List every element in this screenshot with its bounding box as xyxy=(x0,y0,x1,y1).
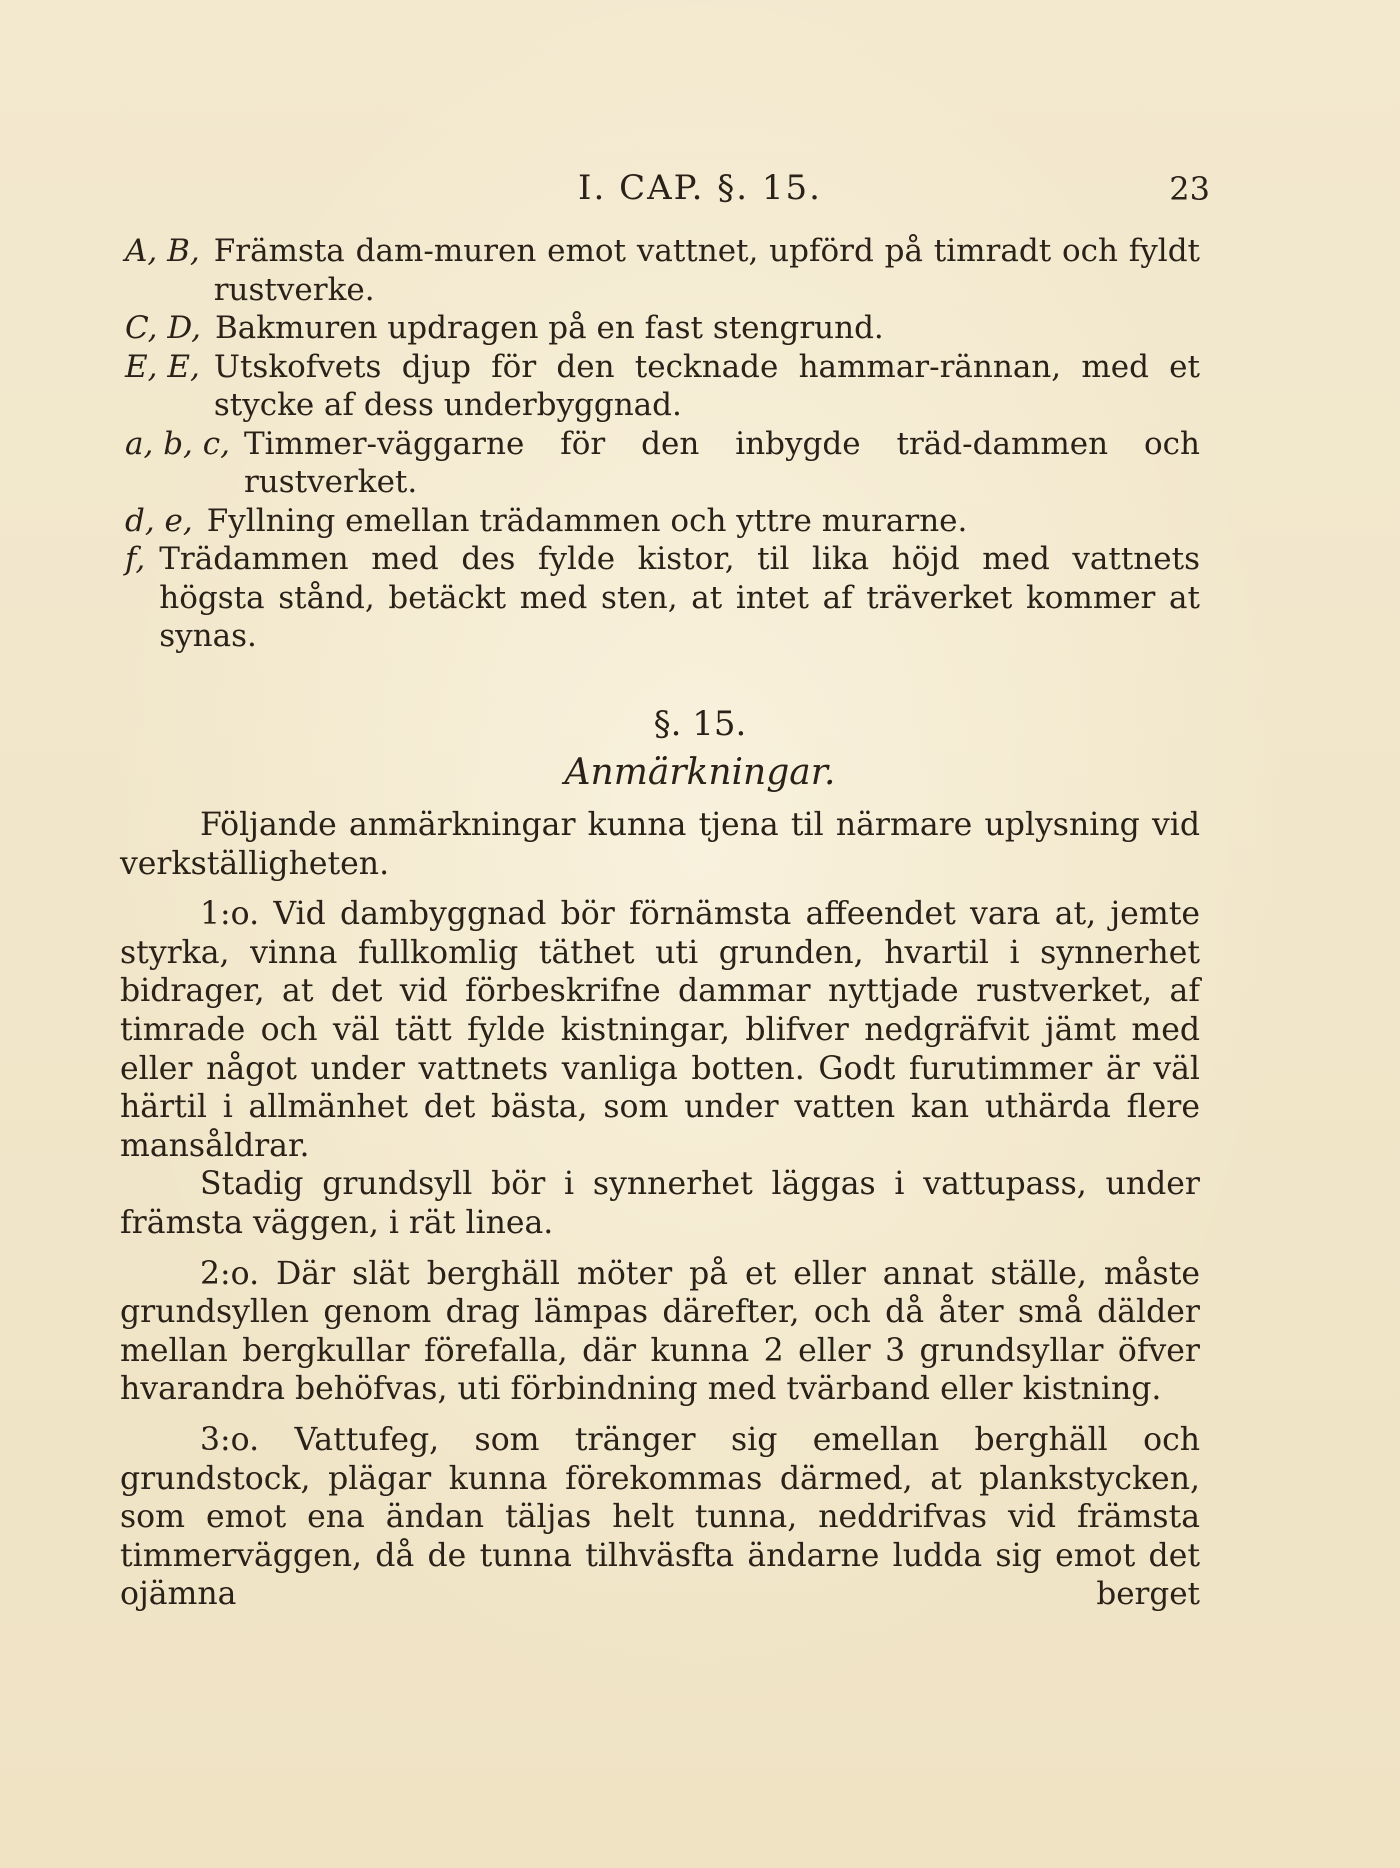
legend-entry xyxy=(125,348,1200,425)
paragraph: 2:o. Där slät berghäll möter på et eller annat ställe, måste grundsyllen genom drag lämpas därefter, och då åter små dälder mellan bergkullar förefalla, där kunna 2 eller 3 grundsyllar öfver hvarandra behöfvas, uti förbindning med tvärband eller kistning. xyxy=(120,1255,1200,1408)
legend-entry xyxy=(125,502,1200,541)
legend-text: Trädammen med des fylde kistor, til lika höjd med vattnets högsta stånd, betäckt med sten, at intet af träverket kommer at synas. xyxy=(159,541,1200,654)
legend-key: E, E, xyxy=(125,348,200,385)
paragraph: Följande anmärkningar kunna tjena til närmare uplysning vid verkställigheten. xyxy=(120,807,1200,882)
legend-key: f, xyxy=(125,541,146,577)
legend-entry xyxy=(125,425,1200,502)
legend-entry xyxy=(125,232,1200,309)
running-head: I. CAP. §. 15. xyxy=(578,168,822,208)
legend-key: A, B, xyxy=(125,233,200,269)
legend-key: a, b, c, xyxy=(125,425,230,462)
paragraph: 1:o. Vid dambyggnad bör förnämsta affeendet vara at, jemte styrka, vinna fullkomlig täthet uti grunden, hvartil i synnerhet bidrager, at det vid förbeskrifne dammar nyttjade rustverket, af timrade och väl tätt fylde kistningar, blifver nedgräfvit jämt med eller något under vattnets vanliga botten. Godt furutimmer är väl härtil i allmänhet det bästa, som under vatten kan uthärda flere mansåldrar. xyxy=(120,896,1200,1164)
legend-text: Utskofvets djup för den tecknade hammar-rännan, med et stycke af dess underbyggnad. xyxy=(213,348,1200,423)
legend-key: d, e, xyxy=(125,502,193,539)
legend-key: C, D, xyxy=(125,310,201,346)
legend-text: Fyllning emellan trädammen och yttre murarne. xyxy=(206,502,968,539)
section-mark: §. 15. xyxy=(653,704,747,744)
legend-text: Timmer-väggarne för den inbygde träd-dammen och rustverket. xyxy=(243,425,1200,500)
legend-text: Främsta dam-muren emot vattnet, upförd på timradt och fyldt rustverke. xyxy=(213,233,1200,308)
section-heading: Anmärkningar. xyxy=(564,752,836,793)
page-header xyxy=(0,168,1400,208)
page-number: 23 xyxy=(1169,170,1210,208)
legend-entry xyxy=(125,309,1200,348)
legend-text: Bakmuren updragen på en fast stengrund. xyxy=(214,310,884,346)
catchword: berget xyxy=(1096,1576,1200,1612)
legend-entry xyxy=(125,540,1200,656)
paragraph: 3:o. Vattufeg, som tränger sig emellan berghäll och grundstock, plägar kunna förekommas därmed, at plankstycken, som emot ena ändan täljas helt tunna, neddrifvas vid främsta timmerväggen, då de tunna tilhväsfta ändarne ludda sig emot det ojämna xyxy=(120,1421,1200,1613)
paragraph: Stadig grundsyll bör i synnerhet läggas i vattupass, under främsta väggen, i rät linea. xyxy=(120,1166,1200,1241)
figure-legend xyxy=(125,232,1200,656)
body-text xyxy=(120,806,1200,1614)
